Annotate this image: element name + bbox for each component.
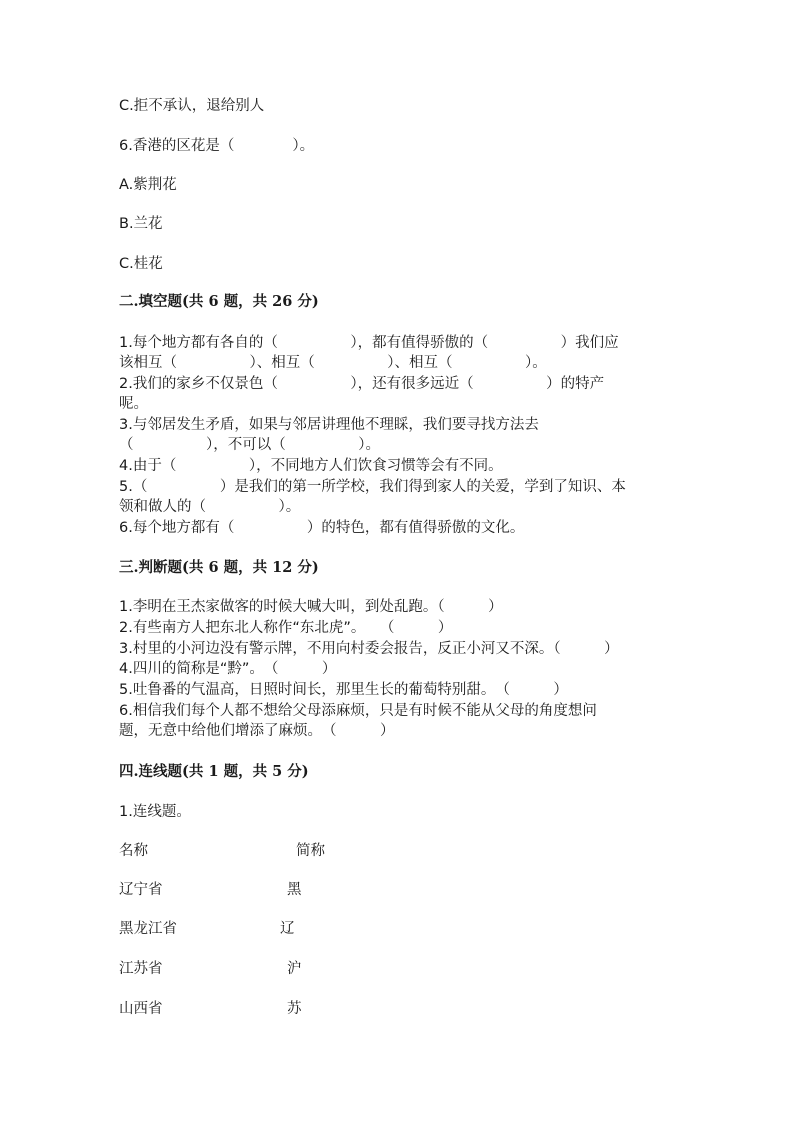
fill-line: 4.由于（ ），不同地方人们饮食习惯等会有不同。 (119, 458, 503, 474)
q6-option-a: A.紫荆花 (119, 177, 177, 193)
match-question: 1.连线题。 (119, 804, 191, 820)
match-left-item: 辽宁省 (119, 882, 163, 898)
fill-line: 1.每个地方都有各自的（ ），都有值得骄傲的（ ）我们应 (119, 335, 619, 351)
q6-option-b: B.兰花 (119, 216, 163, 232)
q5-option-c: C.拒不承认，退给别人 (119, 98, 265, 114)
match-left-item: 山西省 (119, 1001, 163, 1017)
match-header-left: 名称 (119, 843, 148, 859)
match-right-item: 苏 (287, 1001, 302, 1017)
q6-option-c: C.桂花 (119, 256, 163, 272)
match-right-item: 黑 (287, 882, 302, 898)
judge-line: 6.相信我们每个人都不想给父母添麻烦，只是有时候不能从父母的角度想问 (119, 703, 597, 719)
fill-line: 6.每个地方都有（ ）的特色，都有值得骄傲的文化。 (119, 520, 525, 536)
fill-line: 5.（ ）是我们的第一所学校，我们得到家人的关爱，学到了知识、本 (119, 479, 626, 495)
fill-line: 呢。 (119, 396, 148, 412)
judge-line: 题，无意中给他们增添了麻烦。 （ ） (119, 723, 395, 739)
fill-line: 2.我们的家乡不仅景色（ ），还有很多远近（ ）的特产 (119, 376, 605, 392)
judge-line: 3.村里的小河边没有警示牌，不用向村委会报告，反正小河又不深。（ ） (119, 641, 619, 657)
judge-line: 4.四川的简称是“黔”。 （ ） (119, 661, 337, 677)
fill-line: 该相互（ ）、相互（ ）、相互（ ）。 (119, 355, 547, 371)
match-right-item: 沪 (287, 961, 302, 977)
judge-line: 5.吐鲁番的气温高，日照时间长，那里生长的葡萄特别甜。 （ ） (119, 682, 568, 698)
fill-line: 领和做人的（ ）。 (119, 499, 301, 515)
judge-line: 1.李明在王杰家做客的时候大喊大叫，到处乱跑。（ ） (119, 599, 503, 615)
match-header-right: 简称 (296, 843, 325, 859)
q6-stem: 6.香港的区花是（ ）。 (119, 138, 315, 154)
fill-line: 3.与邻居发生矛盾，如果与邻居讲理他不理睬，我们要寻找方法去 (119, 417, 539, 433)
section2-title: 二.填空题(共 6 题，共 26 分) (119, 293, 319, 310)
match-right-item: 辽 (280, 921, 295, 937)
section4-title: 四.连线题(共 1 题，共 5 分) (119, 763, 309, 780)
match-left-item: 黑龙江省 (119, 921, 177, 937)
section3-title: 三.判断题(共 6 题，共 12 分) (119, 559, 319, 576)
match-left-item: 江苏省 (119, 961, 163, 977)
fill-line: （ ），不可以（ ）。 (119, 437, 380, 453)
judge-line: 2.有些南方人把东北人称作“东北虎”。 （ ） (119, 620, 453, 636)
